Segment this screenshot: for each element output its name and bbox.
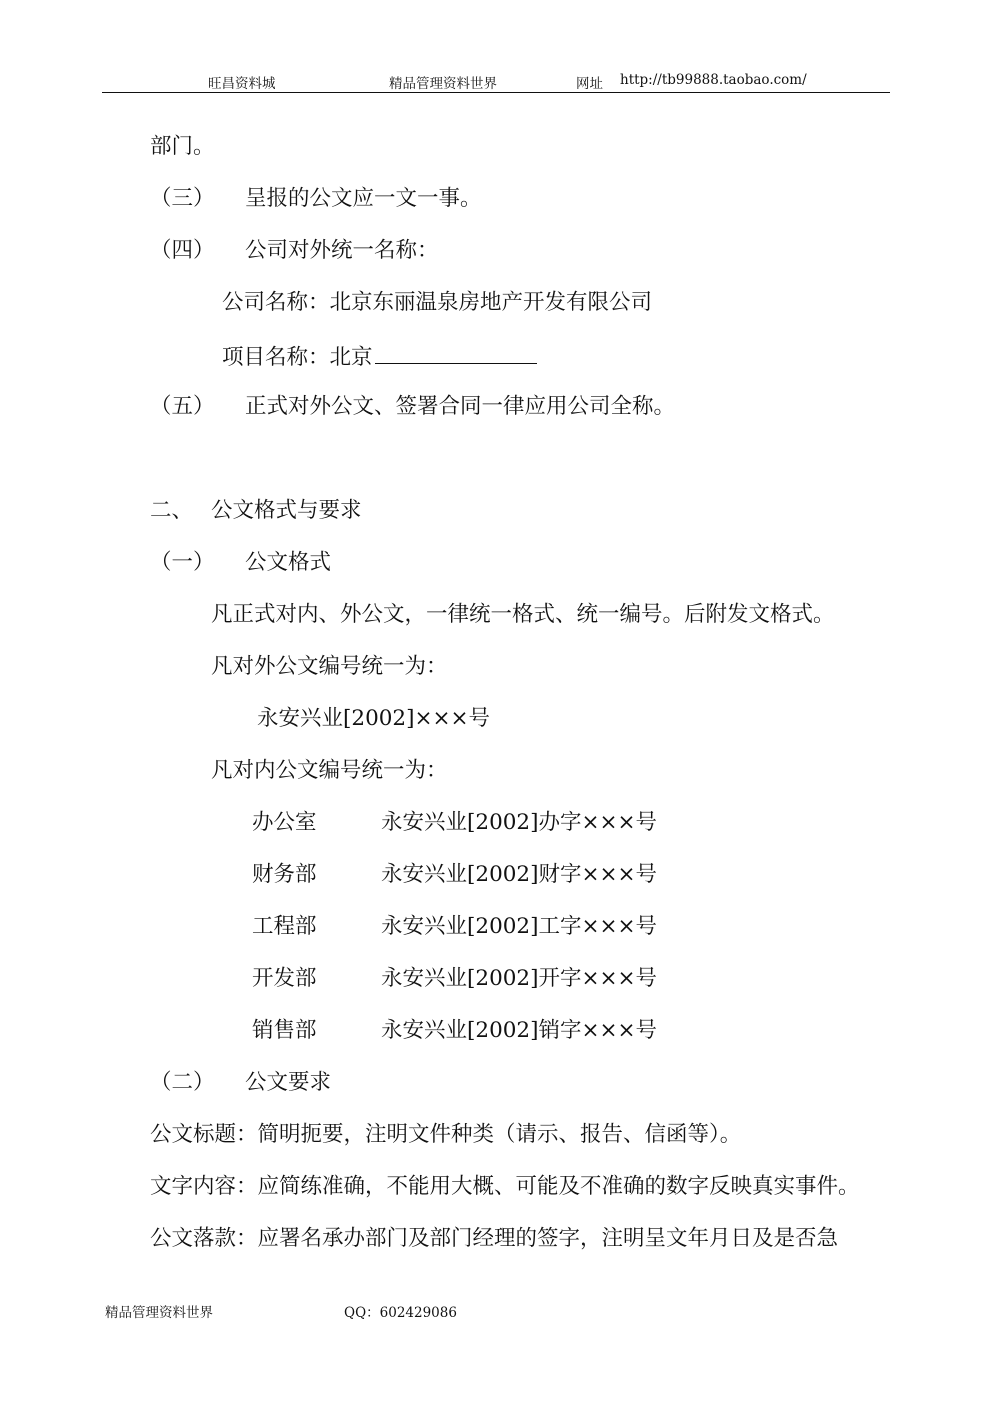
subsection-2-title: 公文要求 [245, 1070, 332, 1095]
section-2-marker: 二、 [150, 498, 194, 523]
requirement-signoff: 公文落款：应署名承办部门及部门经理的签字，注明呈文年月日及是否急 [150, 1226, 839, 1251]
project-name-label: 项目名称：北京 [222, 345, 373, 370]
footer-left-text: 精品管理资料世界 [105, 1305, 213, 1321]
project-name-line [222, 341, 537, 372]
requirement-title: 公文标题：简明扼要，注明文件种类（请示、报告、信函等）。 [150, 1122, 742, 1147]
department-number: 永安兴业[2002]财字×××号 [381, 862, 658, 887]
item-4-marker: （四） [150, 238, 215, 263]
format-paragraph: 凡正式对内、外公文，一律统一格式、统一编号。后附发文格式。 [211, 602, 835, 627]
department-name: 开发部 [252, 966, 317, 991]
department-name: 办公室 [252, 810, 317, 835]
footer-qq: QQ：602429086 [344, 1305, 457, 1321]
external-number-intro: 凡对外公文编号统一为： [211, 654, 448, 679]
external-number-format: 永安兴业[2002]×××号 [257, 706, 491, 731]
company-name-line: 公司名称：北京东丽温泉房地产开发有限公司 [222, 290, 653, 315]
section-2-title: 公文格式与要求 [211, 498, 362, 523]
header-url-link[interactable]: http://tb99888.taobao.com/ [620, 72, 807, 88]
department-name: 工程部 [252, 914, 317, 939]
item-5-marker: （五） [150, 394, 215, 419]
internal-number-intro: 凡对内公文编号统一为： [211, 758, 448, 783]
page-header [102, 70, 890, 93]
subsection-2-marker: （二） [150, 1070, 215, 1095]
department-name: 财务部 [252, 862, 317, 887]
department-number: 永安兴业[2002]办字×××号 [381, 810, 658, 835]
item-5-text: 正式对外公文、签署合同一律应用公司全称。 [245, 394, 676, 419]
header-left-text: 旺昌资料城 [208, 76, 276, 92]
department-name: 销售部 [252, 1018, 317, 1043]
header-url-label: 网址 [576, 76, 603, 92]
department-number: 永安兴业[2002]销字×××号 [381, 1018, 658, 1043]
subsection-1-marker: （一） [150, 550, 215, 575]
project-name-blank [375, 341, 537, 364]
department-number: 永安兴业[2002]开字×××号 [381, 966, 658, 991]
item-3-text: 呈报的公文应一文一事。 [245, 186, 482, 211]
department-number: 永安兴业[2002]工字×××号 [381, 914, 658, 939]
item-4-text: 公司对外统一名称： [245, 238, 439, 263]
body-line-department: 部门。 [150, 134, 215, 159]
subsection-1-title: 公文格式 [245, 550, 332, 575]
item-3-marker: （三） [150, 186, 215, 211]
header-center-text: 精品管理资料世界 [389, 76, 497, 92]
requirement-content: 文字内容：应简练准确，不能用大概、可能及不准确的数字反映真实事件。 [150, 1174, 860, 1199]
